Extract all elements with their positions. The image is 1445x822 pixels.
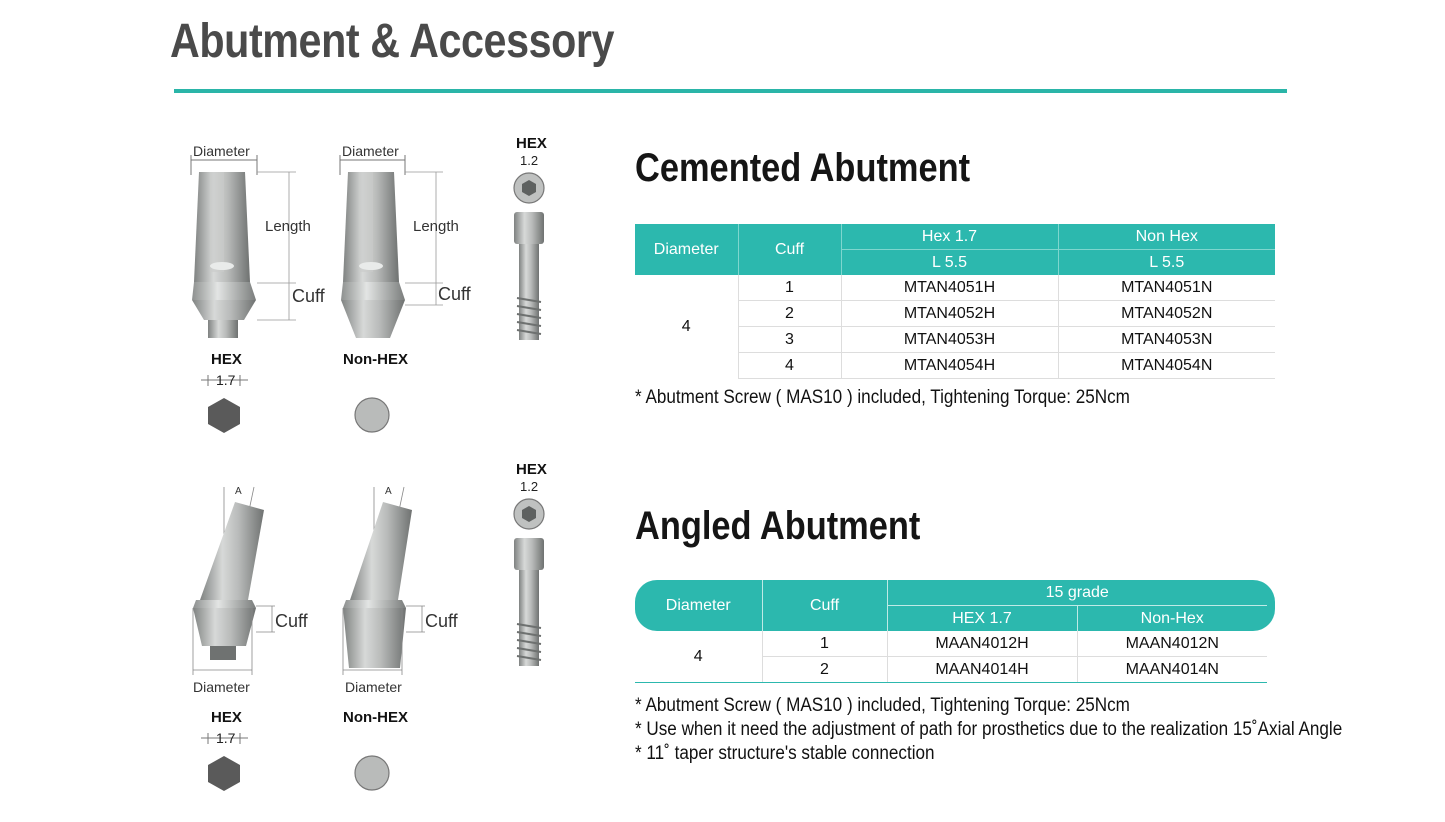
col-header-cuff: Cuff — [762, 580, 887, 631]
nonhex-code-cell: MAAN4014N — [1077, 657, 1267, 683]
hex-code-cell: MTAN4053H — [841, 327, 1058, 353]
page-title: Abutment & Accessory — [170, 15, 615, 68]
svg-text:1.7: 1.7 — [216, 730, 236, 746]
col-header-diameter: Diameter — [635, 224, 738, 275]
angled-abutment-heading: Angled Abutment — [635, 504, 921, 548]
col-header-grade: 15 grade — [887, 580, 1267, 606]
hex-code-cell: MTAN4052H — [841, 301, 1058, 327]
table-row — [635, 631, 1267, 657]
cemented-note: * Abutment Screw ( MAS10 ) included, Tightening Torque: 25Ncm — [635, 387, 1130, 408]
cemented-abutment-table — [635, 224, 1275, 379]
svg-text:Non-HEX: Non-HEX — [343, 351, 408, 368]
cuff-cell: 2 — [762, 657, 887, 683]
svg-text:Length: Length — [265, 218, 311, 235]
product-illustrations — [0, 0, 600, 822]
cemented-abutment-heading: Cemented Abutment — [635, 146, 971, 190]
diameter-cell: 4 — [635, 275, 738, 379]
angled-note-3: * 11˚ taper structure's stable connection — [635, 743, 935, 764]
col-header-hex: HEX 1.7 — [887, 606, 1077, 632]
svg-text:1.2: 1.2 — [520, 479, 539, 494]
svg-text:Cuff: Cuff — [438, 284, 471, 304]
nonhex-code-cell: MTAN4052N — [1058, 301, 1275, 327]
angled-note-1: * Abutment Screw ( MAS10 ) included, Tightening Torque: 25Ncm — [635, 695, 1130, 716]
svg-text:HEX: HEX — [516, 135, 547, 152]
svg-text:Cuff: Cuff — [275, 611, 308, 631]
svg-text:1.7: 1.7 — [216, 372, 236, 388]
svg-text:Diameter: Diameter — [345, 679, 402, 695]
svg-text:Diameter: Diameter — [193, 143, 250, 159]
angled-note-2: * Use when it need the adjustment of path for prosthetics due to the realization 15˚Axial Angle — [635, 719, 1343, 740]
svg-text:HEX: HEX — [516, 461, 547, 478]
abutment-screw-drawing-bottom — [514, 461, 547, 666]
cuff-cell: 1 — [738, 275, 841, 301]
svg-text:1.2: 1.2 — [520, 153, 539, 168]
hex-connection-bottom — [201, 709, 248, 791]
cuff-cell: 4 — [738, 353, 841, 379]
col-header-nonhex-length: L 5.5 — [1058, 250, 1275, 276]
nonhex-code-cell: MAAN4012N — [1077, 631, 1267, 657]
abutment-screw-drawing-top — [514, 135, 547, 340]
col-header-nonhex: Non Hex — [1058, 224, 1275, 250]
hex-code-cell: MAAN4012H — [887, 631, 1077, 657]
cuff-cell: 2 — [738, 301, 841, 327]
col-header-cuff: Cuff — [738, 224, 841, 275]
nonhex-connection-bottom — [343, 709, 408, 790]
nonhex-code-cell: MTAN4054N — [1058, 353, 1275, 379]
cemented-hex-abutment-drawing — [191, 143, 326, 338]
nonhex-code-cell: MTAN4051N — [1058, 275, 1275, 301]
svg-text:A: A — [235, 486, 242, 497]
hex-code-cell: MTAN4054H — [841, 353, 1058, 379]
hex-code-cell: MAAN4014H — [887, 657, 1077, 683]
svg-text:HEX: HEX — [211, 709, 242, 726]
cuff-cell: 1 — [762, 631, 887, 657]
nonhex-code-cell: MTAN4053N — [1058, 327, 1275, 353]
svg-text:Cuff: Cuff — [425, 611, 458, 631]
screw-thread-top — [517, 294, 541, 340]
hex-code-cell: MTAN4051H — [841, 275, 1058, 301]
angled-nonhex-abutment-drawing — [343, 486, 459, 695]
svg-text:Diameter: Diameter — [342, 143, 399, 159]
svg-text:Non-HEX: Non-HEX — [343, 709, 408, 726]
nonhex-connection-top — [343, 351, 408, 432]
svg-text:Diameter: Diameter — [193, 679, 250, 695]
cuff-cell: 3 — [738, 327, 841, 353]
hex-connection-top — [201, 351, 248, 433]
svg-text:Cuff: Cuff — [292, 286, 325, 306]
angled-hex-abutment-drawing — [193, 486, 309, 695]
col-header-hex: Hex 1.7 — [841, 224, 1058, 250]
col-header-hex-length: L 5.5 — [841, 250, 1058, 276]
cemented-nonhex-abutment-drawing — [340, 143, 472, 338]
svg-text:Length: Length — [413, 218, 459, 235]
svg-text:HEX: HEX — [211, 351, 242, 368]
col-header-diameter: Diameter — [635, 580, 762, 631]
table-row — [635, 275, 1275, 301]
angled-abutment-table — [635, 580, 1267, 683]
screw-thread-bottom — [517, 620, 541, 666]
diameter-cell: 4 — [635, 631, 762, 683]
svg-text:A: A — [385, 486, 392, 497]
col-header-nonhex: Non-Hex — [1140, 609, 1204, 627]
